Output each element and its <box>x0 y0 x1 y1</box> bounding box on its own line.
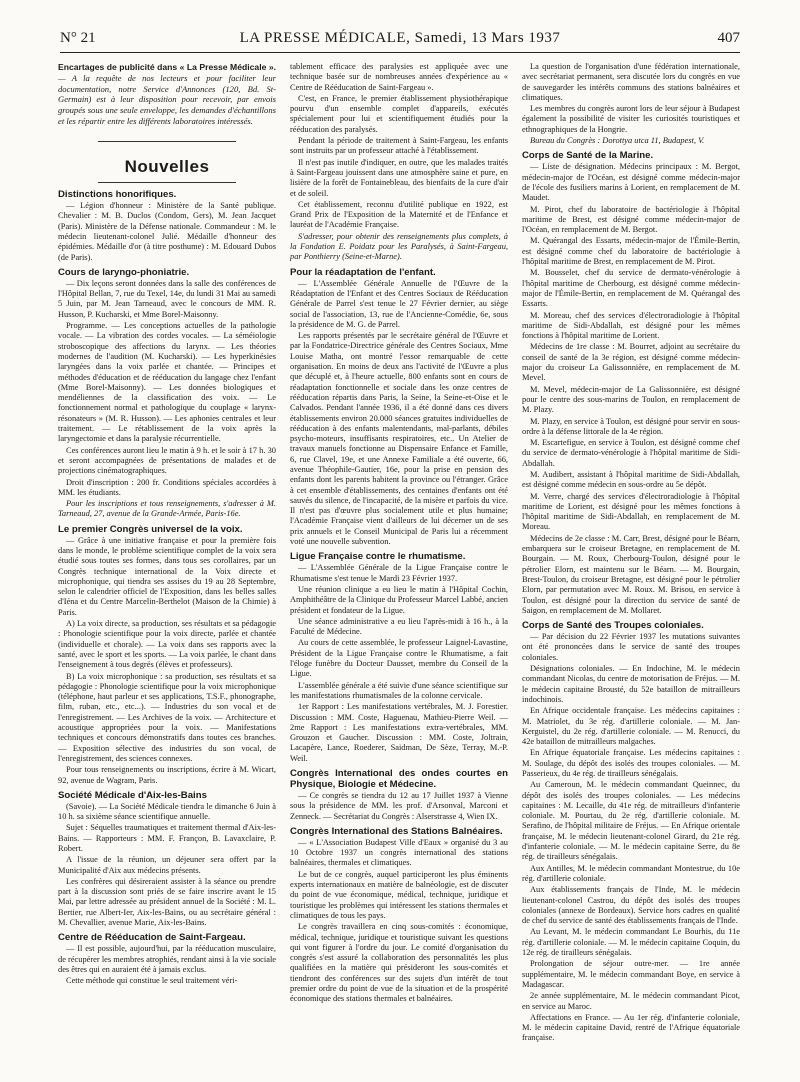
article-text: Les rapports présentés par le secrétaire général de l'Œuvre et par la Fondatrice-Directrice générale des Centres Sociaux, Mme Louise Matha, ont montré l'essor remarquable de cette organisation. En moins de deux ans l'activité de l'Œuvre a plus que décuplé et, à l'heure actuelle, 800 enfants sont en cours de réadaptation fonctionnelle et sociale dans les onze centres de rééducation répartis dans Paris, la Seine, la Seine-et-Oise et le Calvados. Pendant l'année 1936, il a été donné dans ces divers établissements environ 20.000 séances gratuites individuelles de rééducation à des enfants malentendants, mal-parlants, débiles psycho-moteurs, insuffisants respiratoires, etc.. Un Atelier de travaux manuels fonctionne au Dispensaire Enfance et Famille, 6, rue Clavel, 19e, et une Annexe Familiale a été ouverte, 66, avenue Théophile-Gautier, 16e, pour la prise en pension des enfants dont les parents habitent la province ou l'étranger. Grâce à cet ensemble d'établissements, des centaines d'enfants ont été sauvés du silence, de l'incapacité, de la misère et parfois du vice. Il n'est pas d'œuvre plus socialement utile et plus humaine; l'Académie Française vient d'ailleurs de lui décerner un de ses prix annuels et le Conseil Municipal de Paris lui a récemment voté une nouvelle subvention. <box>290 331 508 547</box>
encart-title: Encartages de publicité dans « La Presse Médicale ». <box>58 62 276 72</box>
article-text: M. Mevel, médecin-major de La Galissonnière, est désigné pour le centre des sous-marins de Toulon, en remplacement de M. Plazy. <box>522 384 740 415</box>
article-text: Médecins de 2e classe : M. Carr, Brest, désigné pour le Béarn, embarquera sur le croiseur Bretagne, en remplacement de M. Bourgain. — M. Roux, Cherbourg-Toulon, désigné pour le pétrolier Elorn, est maintenu sur le Béarn. — M. Bourgain, Brest-Toulon, du croiseur Bretagne, est désigné pour le pétrolier Elorn, par permutation avec M. Roux. M. Brisou, en service à Toulon, est désigné pour la direction du service de santé de Saigon, en remplacement de M. Mollaret. <box>522 533 740 615</box>
article-text: Pendant la période de traitement à Saint-Fargeau, les enfants sont instruits par un professeur attaché à l'établissement. <box>290 136 508 156</box>
article-text: Aux Antilles, M. le médecin commandant Montestrue, du 10e rég. d'artillerie coloniale. <box>522 863 740 883</box>
article-title: Le premier Congrès universel de la voix. <box>58 523 243 535</box>
article-text: — Liste de désignation. Médecins principaux : M. Bergot, médecin-major de l'Océan, est désigné comme médecin-major de l'école des fusiliers marins à Lorient, en remplacement de M. Maudet. <box>522 162 740 203</box>
issue-number: N° 21 <box>60 30 96 46</box>
article-text: — « L'Association Budapest Ville d'Eaux » organisé du 3 au 10 Octobre 1937 un congrès international des stations balnéaires, thermales et climatiques. <box>290 837 508 868</box>
article-text: Prolongation de séjour outre-mer. — 1re année supplémentaire, M. le médecin commandant Boye, en service à Madagascar. <box>522 959 740 989</box>
article-text: (Savoie). — La Société Médicale tiendra le dimanche 6 Juin à 10 h. sa sixième séance scientifique annuelle. <box>58 801 276 822</box>
article-text: Les membres du congrès auront lors de leur séjour à Budapest également la possibilité de visiter les curiosités touristiques et ethnographiques de la Hongrie. <box>522 104 740 134</box>
article-text: Cette méthode qui constitue le seul traitement véri- <box>66 976 238 986</box>
article-text: M. Quérangal des Essarts, médecin-major de l'Émile-Bertin, est désigné comme chef du laboratoire de bactériologie à l'hôpital maritime de Brest, en remplacement de M. Pirot. <box>522 236 740 267</box>
journal-title: LA PRESSE MÉDICALE, Samedi, 13 Mars 1937 <box>239 30 561 46</box>
article-text: L'assemblée générale a été suivie d'une séance scientifique sur les manifestations rhumatismales de la colonne cervicale. <box>290 680 508 700</box>
article-text: M. Moreau, chef des services d'électroradiologie à l'hôpital maritime de Sidi-Abdallah, est désigné pour les mêmes fonctions à l'hôpital maritime de Lorient. <box>522 310 740 341</box>
article-text: — Ce congrès se tiendra du 12 au 17 Juillet 1937 à Vienne sous la présidence de MM. les prof. d'Arsonval, Marconi et Zenneck. — Secrétariat du Congrès : Alserstrasse 4, Wien IX. <box>290 791 508 821</box>
article-text: M. Verre, chargé des services d'électroradiologie à l'hôpital maritime de Lorient, est désigné pour les mêmes fonctions à l'hôpital maritime de Sidi-Abdallah, en remplacement de M. Moreau. <box>522 491 740 532</box>
column-3 <box>522 62 740 1067</box>
running-header <box>60 30 740 53</box>
article-text: Pour tous renseignements ou inscriptions, écrire à M. Wicart, 92, avenue de Wagram, Paris. <box>58 765 276 785</box>
article-text: Une séance administrative a eu lieu l'après-midi à 16 h., à la Faculté de Médecine. <box>290 616 508 637</box>
article-text: M. Audibert, assistant à l'hôpital maritime de Sidi-Abdallah, est désigné comme médecin en sous-ordre au 5e dépôt. <box>522 469 740 490</box>
article-text: tablement efficace des paralysies est appliquée avec une technique basée sur de nombreuses années d'expérience au « Centre de Rééducation de Saint-Fargeau ». <box>290 62 508 92</box>
article-text: — Grâce à une initiative française et pour la première fois dans le monde, le problème scientifique complet de la voix sera étudié sous toutes ses formes, dans tous ses corollaires, par un Congrès technique international de la Voix directe et microphonique, qui tiendra ses assises du 19 au 28 Septembre, selon le calendrier officiel de l'Exposition, dans les belles salles d'Iéna et du Centre Marcelin-Berthelot (Maison de la Chimie) à Paris. <box>58 535 276 617</box>
article-text: — L'Assemblée Générale de la Ligue Française contre le Rhumatisme s'est tenue le Mardi 23 Février 1937. <box>290 563 508 583</box>
article-text: — Légion d'honneur : Ministère de la Santé publique. Chevalier : M. B. Duclos (Condom, Gers), M. Jean Jacquet (Paris). Ministère de la Défense nationale. Commandeur : M. le médecin lieutenant-colonel Julié. Médaille d'honneur des épidémies. Médaille d'or (à titre posthume) : M. Edouard Dubos (de Paris). <box>58 201 276 262</box>
article-text: Cet établissement, reconnu d'utilité publique en 1922, est Grand Prix de l'Exposition de la Maternité et de l'Enfance et lauréat de l'Académie Française. <box>290 199 508 230</box>
article-text: Désignations coloniales. — En Indochine, M. le médecin commandant Nicolas, du centre de motorisation de Fréjus. — M. le médecin capitaine Brousté, du 52e bataillon de mitrailleurs indochinois. <box>522 664 740 704</box>
article-text: En Afrique équatoriale française. Les médecins capitaines : M. Soulage, du dépôt des isolés des troupes coloniales. — M. Passerieux, du 4e rég. de tirailleurs sénégalais. <box>522 748 740 778</box>
article-title: Ligue Française contre le rhumatisme. <box>290 551 466 563</box>
article-text: — Par décision du 22 Février 1937 les mutations suivantes ont été prononcées dans le service de santé des troupes coloniales. <box>522 632 740 662</box>
article-text: Au cours de cette assemblée, le professeur Laignel-Lavastine, Président de la Ligue Française contre le Rhumatisme, a fait l'éloge funèbre du Docteur Dausset, membre du Conseil de la Ligue. <box>290 638 508 679</box>
article-title: Congrès International des ondes courtes en Physique, Biologie et Médecine. <box>290 768 508 790</box>
article-text: 1er Rapport : Les manifestations vertébrales, M. J. Forestier. Discussion : MM. Coste, Haguenau, Mathieu-Pierre Weil. — 2me Rapport : Les manifestations extra-vertébrales, MM. Grouzon et Gaucher. Discussion : MM. Coste, Joltrain, Lacapère, Lance, Roederer, Saidman, De Sèze, Terray, M.-P. Weil. <box>290 702 508 763</box>
article-text: Bureau du Congrès : Dorottya utca 11, Budapest, V. <box>530 136 705 146</box>
article-text: Au Cameroun, M. le médecin commandant Queinnec, du dépôt des isolés des troupes coloniales. — Les médecins capitaines : M. Lecaille, du 41e rég. de mitrailleurs d'infanterie coloniale. M. Pourtau, du 2e rég. d'artillerie coloniale. M. Serafino, de l'hôpital militaire de Fréjus. — En Afrique orientale française, M. le médecin lieutenant-colonel Girard, du 21e rég. d'infanterie coloniale. — M. le médecin capitaine Serre, du 8e rég. de tirailleurs sénégalais. <box>522 780 740 862</box>
article-title: Distinctions honorifiques. <box>58 189 177 201</box>
article-text: Ces conférences auront lieu le matin à 9 h. et le soir à 17 h. 30 et seront accompagnées de présentations de malades et de projections cinématographiques. <box>58 445 276 476</box>
article-text: La question de l'organisation d'une fédération internationale, avec secrétariat permanent, sera discutée lors du congrès en vue de sauvegarder les intérêts communs des stations balnéaires et climatiques. <box>522 62 740 102</box>
encart-body: — A la requête de nos lecteurs et pour faciliter leur documentation, notre Service d'Annonces (120, Bd. St-Germain) est à leur disposition pour recevoir, par envois groupés sous une seule enveloppe, les demandes d'échantillons et les répartir entre les différents laboratoires intéressés. <box>58 72 276 126</box>
article-text: — L'Assemblée Générale Annuelle de l'Œuvre de la Réadaptation de l'Enfant et des Centres Sociaux de Rééducation Générale de Parrel s'est tenue le 27 Février dernier, au siège social de l'association, 13, rue de l'Ancienne-Comédie, 6e, sous la présidence de M. G. de Parrel. <box>290 278 508 329</box>
article-text: Le congrès travaillera en cinq sous-comités : économique, médical, technique, juridique et touristique suivant les questions qui vont figurer à l'ordre du jour. Le comité d'organisation du congrès s'est assuré la collaboration des personnalités les plus qualifiées en la matière qui présideront les sous-comités et tiendront des conférences sur des sujets d'un intérêt de tout premier ordre du point de vue de la situation et de la prospérité économique des stations thermales et balnéaires. <box>290 922 508 1004</box>
article-text: En Afrique occidentale française. Les médecins capitaines : M. Matriolet, du 3e rég. d'artillerie coloniale. — M. Jan-Kerguistel, du 2e rég. d'artillerie coloniale. — M. Renucci, du 42e bataillon de mitrailleurs malgaches. <box>522 706 740 747</box>
article-text: Les confrères qui désireraient assister à la séance ou prendre part à la discussion sont priés de se faire inscrire avant le 15 Mai, par lettre adressée au président annuel de la Société : M. L. Bertier, rue Albert-Ier, Aix-les-Bains, ou au secrétaire général : M. Chevallier, avenue Marie, Aix-les-Bains. <box>58 876 276 928</box>
article-text: Sujet : Séquelles traumatiques et traitement thermal d'Aix-les-Bains. — Rapporteurs : MM. F. Françon, B. Lavaxclaire, P. Robert. <box>58 823 276 853</box>
page-number: 407 <box>717 30 740 46</box>
article-text: Il n'est pas inutile d'indiquer, en outre, que les malades traités à Saint-Fargeau jouissent dans une atmosphère saine et pure, en lisière de la forêt de Fontainebleau, des bienfaits de la cure d'air et de soleil. <box>290 157 508 198</box>
article-text: C'est, en France, le premier établissement physiothérapique pourvu d'un ensemble complet d'appareils, exécutés spécialement pour lui et scientifiquement étudiés pour la rééducation des paralysés. <box>290 93 508 134</box>
article-text: Droit d'inscription : 200 fr. Conditions spéciales accordées à MM. les étudiants. <box>58 477 276 497</box>
article-text: Au Levant, M. le médecin commandant Le Bourhis, du 11e rég. d'artillerie coloniale. — M. le médecin capitaine Coquin, du 12e rég. de tirailleurs sénégalais. <box>522 927 740 958</box>
encart-notice <box>58 62 276 127</box>
section-title: Nouvelles <box>124 156 210 176</box>
article-text: M. Bousselet, chef du service de dermato-vénérologie à l'hôpital maritime de Cherbourg, est désigné comme médecin-major de l'Émile-Bertin, en remplacement de M. Quérangal des Essarts. <box>522 268 740 309</box>
article-text: Médecins de 1re classe : M. Bourret, adjoint au secrétaire du conseil de santé de la 3e région, est désigné comme médecin-major du croiseur La Galissonnière, en remplacement de M. Mevel. <box>522 342 740 383</box>
article-text: Programme. — Les conceptions actuelles de la pathologie vocale. — La vibration des cordes vocales. — La séméiologie stroboscopique des affections du larynx. — Les théories modernes de l'audition (M. Kucharski). — Les hyperkinésies laryngées dans la voix parlée et chantée. — Principes et méthodes d'éducation et de rééducation du langage chez l'enfant (Mme Borel-Maisonny). — Les données biologiques et mendéliennes de la classification des voix. — Le fonctionnement normal et pathologique du couplage « larynx-résonateurs » (M. R. Husson). — Les aphonies centrales et leur traitement. — Le rétablissement de la voix après la laryngectomie et dans la paralysie récurrentielle. <box>58 321 276 444</box>
article-text: 2e année supplémentaire, M. le médecin commandant Picot, en service au Maroc. <box>522 991 740 1011</box>
article-text: Le but de ce congrès, auquel participeront les plus éminents experts internationaux en matière de balnéologie, est de discuter du point de vue économique, médical, technique, juridique et touristique les problèmes qui intéressent les stations thermales et climatiques de tous les pays. <box>290 869 508 920</box>
article-text: S'adresser, pour obtenir des renseignements plus complets, à la Fondation E. Poidatz pour les Paralysés, à Saint-Fargeau, par Ponthierry (Seine-et-Marne). <box>290 231 508 262</box>
article-text: — Il est possible, aujourd'hui, par la rééducation musculaire, de récupérer les membres atrophiés, rendant ainsi à la vie sociale des êtres qui en auraient été à jamais exclus. <box>58 944 276 974</box>
article-title: Corps de Santé de la Marine. <box>522 150 654 162</box>
column-1 <box>58 62 276 1067</box>
article-text: Aux établissements français de l'Inde, M. le médecin lieutenant-colonel Castrou, du dépôt des isolés des troupes coloniales (annexe de Bordeaux). Service hors cadres en qualité de chef du service de santé des établissements français de l'Inde. <box>522 885 740 926</box>
article-title: Corps de Santé des Troupes coloniales. <box>522 620 704 632</box>
article-text: A) La voix directe, sa production, ses résultats et sa pédagogie : Phonologie scientifique pour la voix directe, parlée et chantée (individuelle et chorale). — La voix dans ses rapports avec la santé, avec le sport et les sports. — La voix parlée, le chant dans l'enseignement à tous degrés (élèves et professeurs). <box>58 619 276 670</box>
article-text: B) La voix microphonique : sa production, ses résultats et sa pédagogie : Phonologie scientifique pour la voix microphonique (téléphone, haut parleur et ses applications, T.S.F., phonographe, film, ruban, etc., etc...). — Industries du son vocal et de l'enregistrement. — Les Archives de la voix. — Architecture et acoustique appropriées pour la voix. — Manifestations techniques et concours démonstratifs dans toutes ces branches. — Exposition sélective des industries du son vocal, de l'enregistrement, des sciences connexes. <box>58 671 276 763</box>
divider <box>98 141 236 142</box>
article-title: Société Médicale d'Aix-les-Bains <box>58 789 207 801</box>
article-text: — Dix leçons seront données dans la salle des conférences de l'Hôpital Bellan, 7, rue du Texel, 14e, du lundi 31 Mai au samedi 5 Juin, par M. Jean Tarneaud, avec le concours de MM. R. Husson, P. Kucharski, et Mme Borel-Maisonny. <box>58 278 276 319</box>
article-text: M. Escartefigue, en service à Toulon, est désigné comme chef du service de dermato-vénérologie à l'hôpital maritime de Sidi-Abdallah. <box>522 438 740 468</box>
article-text: M. Plazy, en service à Toulon, est désigné pour servir en sous-ordre à la défense littorale de la 4e région. <box>522 416 740 436</box>
divider <box>98 182 236 183</box>
article-title: Congrès International des Stations Balnéaires. <box>290 825 503 837</box>
article-title: Centre de Rééducation de Saint-Fargeau. <box>58 932 246 944</box>
article-text: Affectations en France. — Au 1er rég. d'infanterie coloniale, M. le médecin capitaine David, rentré de l'Afrique équatoriale française. <box>522 1012 740 1043</box>
article-text: Une réunion clinique a eu lieu le matin à l'Hôpital Cochin, Amphithéâtre de la Clinique du Professeur Marcel Labbé, ancien président et fondateur de la Ligue. <box>290 584 508 615</box>
article-text: M. Pirot, chef du laboratoire de bactériologie à l'hôpital maritime de Brest, est désigné comme médecin-major de l'Océan, en remplacement de M. Bergot. <box>522 204 740 235</box>
article-text: Pour les inscriptions et tous renseignements, s'adresser à M. Tarneaud, 27, avenue de la Grande-Armée, Paris-16e. <box>58 499 276 519</box>
article-title: Pour la réadaptation de l'enfant. <box>290 266 436 278</box>
column-2 <box>290 62 508 1067</box>
article-text: A l'issue de la réunion, un déjeuner sera offert par la Municipalité d'Aix aux médecins présents. <box>58 855 276 875</box>
article-title: Cours de laryngo-phoniatrie. <box>58 266 190 278</box>
